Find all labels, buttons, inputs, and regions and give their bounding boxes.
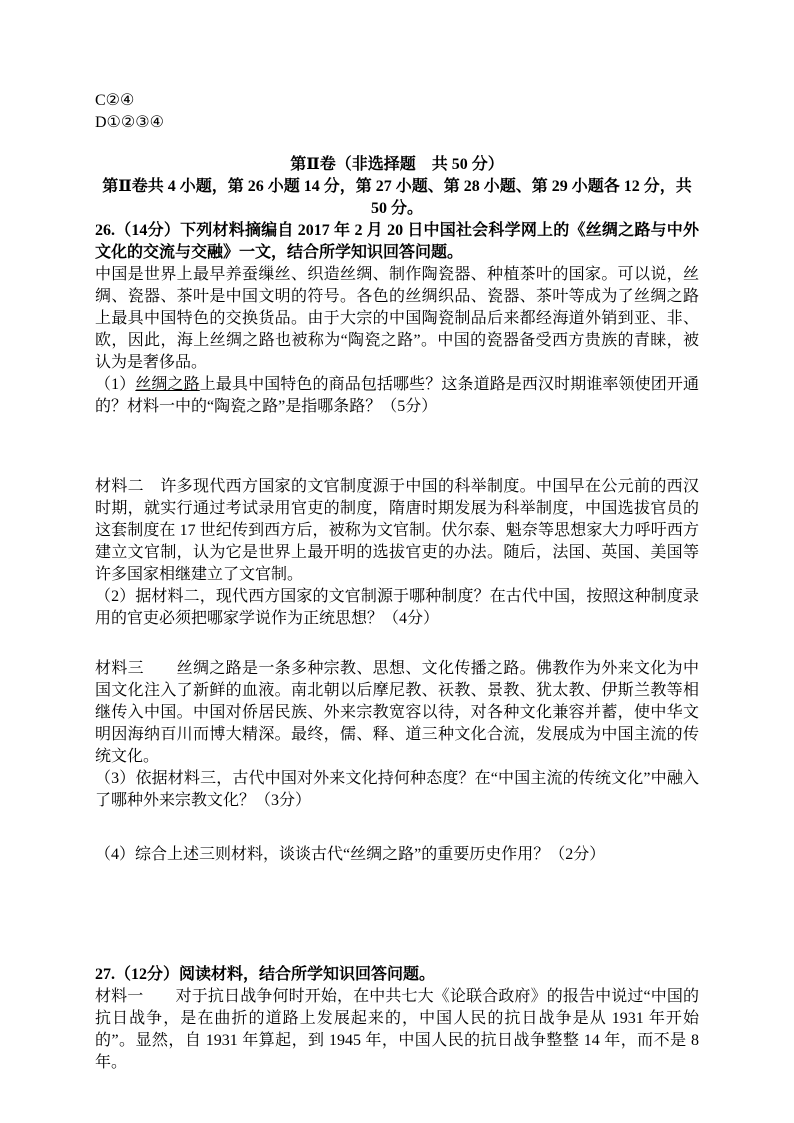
question-27-header: 27.（12分）阅读材料，结合所学知识回答问题。: [95, 966, 436, 983]
part2-section-intro: 第Ⅱ卷共 4 小题，第 26 小题 14 分，第 27 小题、第 28 小题、第 29 小题各 12 分，共 50 分。: [102, 178, 692, 217]
question-27-material-1: 材料一 对于抗日战争何时开始，在中共七大《论联合政府》的报告中说过“中国的抗日战争，是在曲折的道路上发展起来的，中国人民的抗日战争是从 1931 年开始的”。显然，自 1931 年算起，到 1945 年，中国人民的抗日战争整整 14 年，而不是 8 年。: [95, 988, 699, 1071]
question-26-sub-2: （2）据材料二，现代西方国家的文官制源于哪种制度？在古代中国，按照这种制度录用的官吏必须把哪家学说作为正统思想？（4分）: [95, 588, 699, 627]
underlined-term: 丝绸之路: [135, 376, 200, 393]
answer-option-d: D①②③④: [95, 114, 164, 131]
question-26-header: 26.（14分）下列材料摘编自 2017 年 2 月 20 日中国社会科学网上的《丝绸之路与中外文化的交流与交融》一文，结合所学知识回答问题。: [95, 222, 699, 261]
blank-answer-space: [95, 812, 699, 844]
question-26-material-1: 中国是世界上最早养蚕缫丝、织造丝绸、制作陶瓷器、种植茶叶的国家。可以说，丝绸、瓷器、茶叶是中国文明的符号。各色的丝绸织品、瓷器、茶叶等成为了丝绸之路上最具中国特色的交换货品。由于大宗的中国陶瓷制品后来都经海道外销到亚、非、欧，因此，海上丝绸之路也被称为“陶瓷之路”。中国的瓷器备受西方贵族的青睐，被认为是奢侈品。: [95, 266, 699, 371]
blank-answer-space: [95, 866, 699, 964]
blank-answer-space: [95, 630, 699, 658]
blank-answer-space: [95, 418, 699, 476]
part2-section-title: 第Ⅱ卷（非选择题 共 50 分）: [290, 156, 504, 173]
answer-option-c: C②④: [95, 92, 135, 109]
question-26-material-3: 材料三 丝绸之路是一条多种宗教、思想、文化传播之路。佛教作为外来文化为中国文化注入了新鲜的血液。南北朝以后摩尼教、祆教、景教、犹太教、伊斯兰教等相继传入中国。中国对侨居民族、外来宗教宽容以待，对各种文化兼容并蓄，使中华文明因海纳百川而博大精深。最终，儒、释、道三种文化合流，发展成为中国主流的传统文化。: [95, 660, 699, 765]
question-26-sub-4: （4）综合上述三则材料，谈谈古代“丝绸之路”的重要历史作用？（2分）: [95, 846, 606, 863]
sub-question-text: 上最具中国特色的商品包括哪些？这条道路是西汉时期谁率领使团开通的？材料一中的“陶瓷之路”是指哪条路？（5分）: [95, 376, 699, 415]
question-26-sub-3: （3）依据材料三，古代中国对外来文化持何种态度？在“中国主流的传统文化”中融入了哪种外来宗教文化？（3分）: [95, 770, 699, 809]
sub-question-number: （1）: [95, 376, 136, 393]
question-26-sub-1: [95, 374, 699, 418]
question-26-material-2: 材料二 许多现代西方国家的文官制度源于中国的科举制度。中国早在公元前的西汉时期，就实行通过考试录用官吏的制度，隋唐时期发展为科举制度，中国选拔官员的这套制度在 17 世纪传到西方后，被称为文官制。伏尔泰、魁奈等思想家大力呼吁西方建立文官制，认为它是世界上最开明的选拔官吏的办法。随后，法国、英国、美国等许多国家相继建立了文官制。: [95, 478, 699, 583]
